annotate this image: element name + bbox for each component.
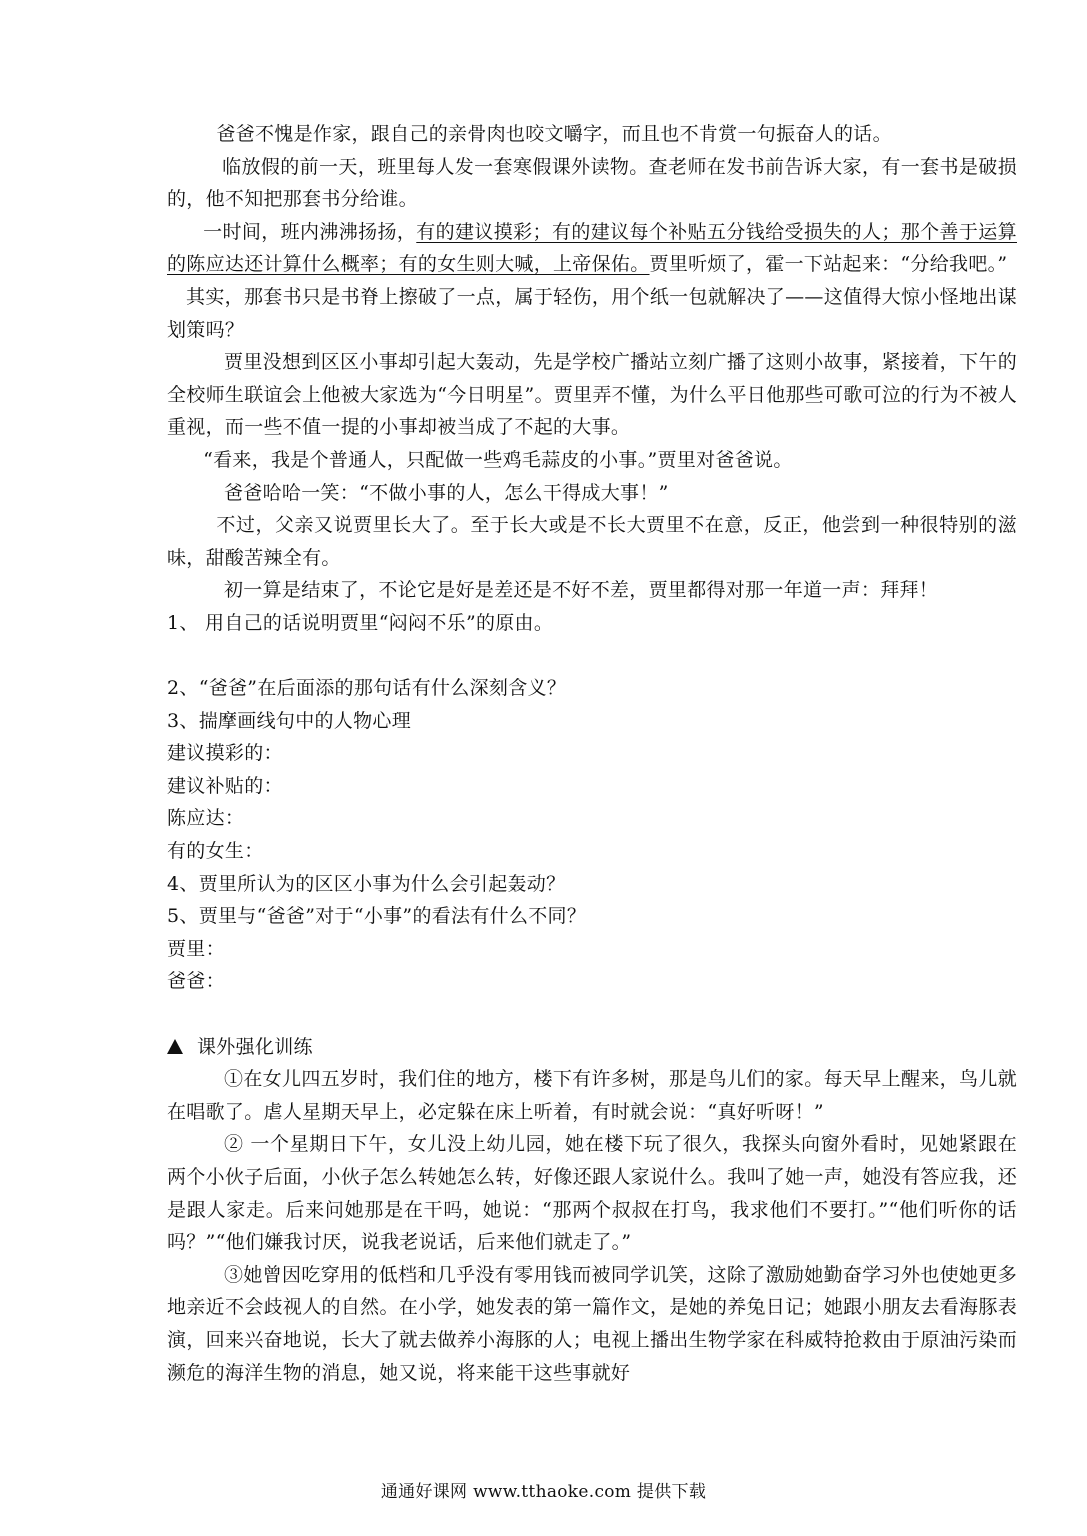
paragraph-3-before: 一时间，班内沸沸扬扬， xyxy=(203,220,417,243)
section-heading xyxy=(167,1031,1017,1064)
paragraph-7: 爸爸哈哈一笑：“不做小事的人，怎么干得成大事！” xyxy=(224,481,669,504)
question-5: 5、贾里与“爸爸”对于“小事”的看法有什么不同？ xyxy=(167,905,587,928)
question-1: 1、 用自己的话说明贾里“闷闷不乐”的原由。 xyxy=(167,611,554,634)
paragraph-8: 不过，父亲又说贾里长大了。至于长大或是不长大贾里不在意，反正，他尝到一种很特别的滋味，甜酸苦辣全有。 xyxy=(167,514,1017,569)
section-gap xyxy=(167,998,1017,1031)
paragraph-9: 初一算是结束了，不论它是好是差还是不好不差，贾里都得对那一年道一声：拜拜！ xyxy=(224,579,939,602)
question-3-item-a: 建议摸彩的： xyxy=(167,742,283,765)
paragraph-1: 爸爸不愧是作家，跟自己的亲骨肉也咬文嚼字，而且也不肯赏一句振奋人的话。 xyxy=(216,123,892,145)
paragraph-3-after: 贾里听烦了，霍一下站起来：“分给我吧。” xyxy=(649,253,1008,276)
section-title: 课外强化训练 xyxy=(197,1035,313,1058)
question-3: 3、揣摩画线句中的人物心理 xyxy=(167,709,411,732)
question-3-item-c: 陈应达： xyxy=(167,807,245,830)
underlined-sentence: 有的建议摸彩；有的建议每个补贴五分钱给受损失的人；那个善于运算的陈应达还计算什么概率；有的女生则大喊，上帝保佑。 xyxy=(167,220,1017,276)
paragraph-4: 其实，那套书只是书脊上擦破了一点，属于轻伤，用个纸一包就解决了——这值得大惊小怪地出谋划策吗？ xyxy=(167,285,1017,341)
question-4: 4、贾里所认为的区区小事为什么会引起轰动？ xyxy=(167,872,566,895)
story-paragraph-2: ② 一个星期日下午，女儿没上幼儿园，她在楼下玩了很久，我探头向窗外看时，见她紧跟在两个小伙子后面，小伙子怎么转她怎么转，好像还跟人家说什么。我叫了她一声，她没有答应我，还是跟人家走。后来问她那是在干吗，她说：“那两个叔叔在打鸟，我求他们不要打。”“他们听你的话吗？”“他们嫌我讨厌，说我老说话，后来他们就走了。” xyxy=(167,1133,1017,1254)
question-5-item-a: 贾里： xyxy=(167,937,225,960)
paragraph-6: “看来，我是个普通人，只配做一些鸡毛蒜皮的小事。”贾里对爸爸说。 xyxy=(203,448,793,471)
page-footer: 通通好课网 www.tthaoke.com 提供下载 xyxy=(380,1482,707,1502)
question-2: 2、“爸爸”在后面添的那句话有什么深刻含义？ xyxy=(167,677,567,700)
paragraph-2: 临放假的前一天，班里每人发一套寒假课外读物。查老师在发书前告诉大家，有一套书是破损的，他不知把那套书分给谁。 xyxy=(167,155,1017,211)
document-body xyxy=(167,118,1017,1389)
paragraph-5: 贾里没想到区区小事却引起大轰动，先是学校广播站立刻广播了这则小故事，紧接着，下午的全校师生联谊会上他被大家选为“今日明星”。贾里弄不懂，为什么平日他那些可歌可泣的行为不被人重视，而一些不值一提的小事却被当成了不起的大事。 xyxy=(167,351,1017,439)
story-paragraph-1: ①在女儿四五岁时，我们住的地方，楼下有许多树，那是鸟儿们的家。每天早上醒来，鸟儿就在唱歌了。虐人星期天早上，必定躲在床上听着，有时就会说：“真好听呀！” xyxy=(167,1068,1017,1123)
question-3-item-d: 有的女生： xyxy=(167,840,264,863)
triangle-icon xyxy=(167,1039,183,1054)
paragraph-3 xyxy=(167,216,1017,281)
question-5-item-b: 爸爸： xyxy=(167,970,225,993)
answer-space xyxy=(167,640,1017,673)
question-3-item-b: 建议补贴的： xyxy=(167,774,283,797)
story-paragraph-3: ③她曾因吃穿用的低档和几乎没有零用钱而被同学讥笑，这除了激励她勤奋学习外也使她更多地亲近不会歧视人的自然。在小学，她发表的第一篇作文，是她的养兔日记；她跟小朋友去看海豚表演，回来兴奋地说，长大了就去做养小海豚的人；电视上播出生物学家在科威特抢救由于原油污染而濒危的海洋生物的消息，她又说，将来能干这些事就好 xyxy=(167,1263,1017,1384)
